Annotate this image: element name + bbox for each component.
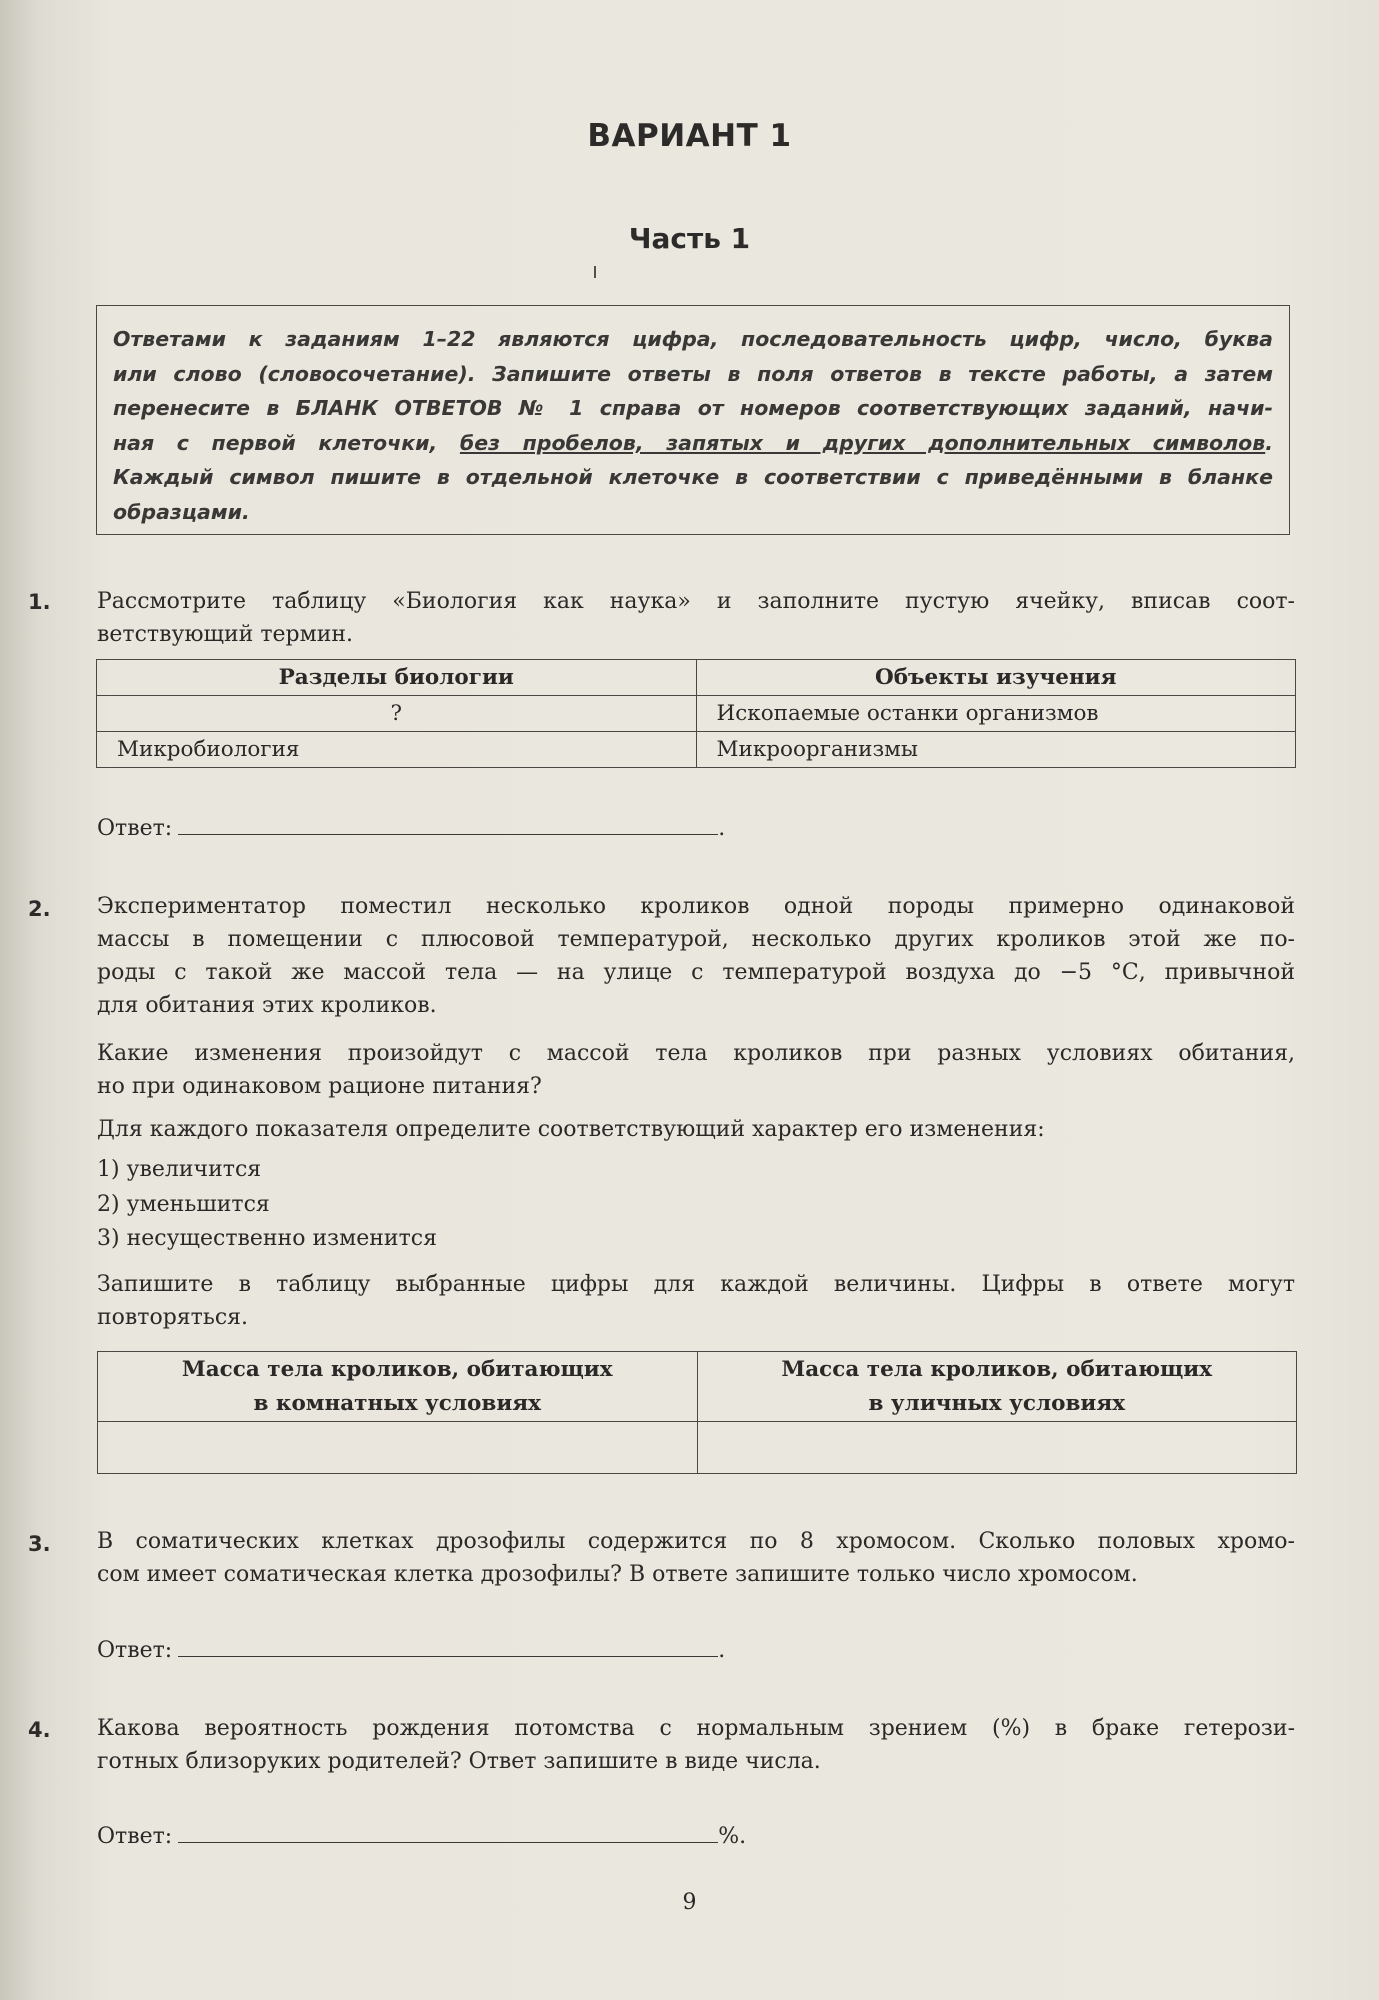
answer-blank[interactable]	[178, 812, 718, 835]
question-4-text	[97, 1712, 1295, 1778]
instructions-line: образцами.	[113, 499, 250, 524]
table-header-row	[98, 1352, 1297, 1422]
question-line: но при одинаковом рационе питания?	[97, 1074, 542, 1099]
table-row	[97, 696, 1296, 732]
question-line: Рассмотрите таблицу «Биология как наука» и заполните пустую ячейку, вписав соот-	[97, 589, 1295, 614]
header-line: Масса тела кроликов, обитающих	[781, 1356, 1213, 1382]
question-line: массы в помещении с плюсовой температурой, несколько других кроликов этой же по-	[97, 927, 1295, 952]
question-line: Какова вероятность рождения потомства с нормальным зрением (%) в браке гетерози-	[97, 1716, 1295, 1741]
instructions-box	[96, 305, 1290, 535]
table-header-cell: Разделы биологии	[97, 660, 697, 696]
table-answer-row	[98, 1422, 1297, 1474]
table-cell: Микроорганизмы	[696, 732, 1296, 768]
instructions-line: или слово (словосочетание). Запишите ответы в поля ответов в тексте работы, а затем	[113, 361, 1273, 386]
answer-end: .	[718, 1638, 726, 1663]
question-2-text-4	[97, 1268, 1295, 1334]
rabbits-answer-table	[97, 1351, 1297, 1474]
question-2-text	[97, 890, 1295, 1022]
question-2-text-3	[97, 1113, 1295, 1146]
table-row	[97, 732, 1296, 768]
instructions-underlined: без пробелов, запятых и других дополнительных символов	[459, 430, 1266, 455]
answer-end: %.	[718, 1824, 747, 1849]
option-3: 3) несущественно изменится	[97, 1226, 437, 1251]
answer-line-1	[97, 812, 725, 841]
table-header-cell	[697, 1352, 1297, 1422]
question-1-number: 1.	[28, 590, 51, 614]
question-line: Запишите в таблицу выбранные цифры для каждой величины. Цифры в ответе могут	[97, 1272, 1295, 1297]
instructions-line: Каждый символ пишите в отдельной клеточке в соответствии с приведёнными в бланке	[113, 465, 1273, 489]
variant-title: ВАРИАНТ 1	[587, 118, 792, 154]
question-line: повторяться.	[97, 1305, 249, 1330]
instructions-text: .	[1265, 430, 1274, 455]
question-line: Экспериментатор поместил несколько кроликов одной породы примерно одинаковой	[97, 894, 1295, 919]
question-line: готных близоруких родителей? Ответ запишите в виде числа.	[97, 1749, 821, 1774]
answer-line-3	[97, 1634, 725, 1663]
table-cell-empty[interactable]: ?	[97, 696, 697, 732]
question-2-text-2	[97, 1037, 1295, 1103]
table-cell: Ископаемые останки организмов	[696, 696, 1296, 732]
answer-blank[interactable]	[178, 1634, 718, 1657]
instructions-line: Ответами к заданиям 1–22 являются цифра, последовательность цифр, число, буква	[113, 327, 1273, 351]
biology-table	[96, 659, 1296, 768]
answer-end: .	[718, 816, 726, 841]
answer-label: Ответ:	[97, 1824, 173, 1849]
answer-cell-room[interactable]	[98, 1422, 698, 1474]
instructions-line-4	[113, 426, 1273, 461]
table-header-cell: Объекты изучения	[696, 660, 1296, 696]
header-line: в комнатных условиях	[253, 1390, 541, 1416]
option-1: 1) увеличится	[97, 1157, 262, 1182]
question-line: роды с такой же массой тела — на улице с температурой воздуха до −5 °С, привычной	[97, 960, 1295, 985]
question-line: Для каждого показателя определите соответствующий характер его изменения:	[97, 1117, 1045, 1142]
answer-label: Ответ:	[97, 1638, 173, 1663]
instructions-text: ная с первой клеточки,	[113, 430, 460, 455]
option-2: 2) уменьшится	[97, 1192, 270, 1217]
question-line: ветствующий термин.	[97, 622, 354, 647]
question-3-text	[97, 1525, 1295, 1591]
question-2-number: 2.	[28, 897, 51, 921]
page-number: 9	[682, 1890, 697, 1915]
part-title: Часть 1	[628, 222, 751, 255]
answer-cell-outdoor[interactable]	[697, 1422, 1297, 1474]
table-cell: Микробиология	[97, 732, 697, 768]
table-header-cell	[98, 1352, 698, 1422]
answer-blank[interactable]	[178, 1820, 718, 1843]
table-header-row	[97, 660, 1296, 696]
header-line: в уличных условиях	[868, 1390, 1126, 1416]
question-line: Какие изменения произойдут с массой тела кроликов при разных условиях обитания,	[97, 1041, 1295, 1066]
print-mark	[594, 266, 596, 278]
question-line: для обитания этих кроликов.	[97, 993, 437, 1018]
question-1-text	[97, 585, 1295, 651]
header-line: Масса тела кроликов, обитающих	[181, 1356, 613, 1382]
instructions-line: перенесите в БЛАНК ОТВЕТОВ № 1 справа от номеров соответствующих заданий, начи-	[113, 396, 1273, 420]
question-3-number: 3.	[28, 1532, 51, 1556]
answer-label: Ответ:	[97, 816, 173, 841]
question-line: сом имеет соматическая клетка дрозофилы? В ответе запишите только число хромосом.	[97, 1562, 1138, 1587]
answer-line-4	[97, 1820, 746, 1849]
question-line: В соматических клетках дрозофилы содержится по 8 хромосом. Сколько половых хромо-	[97, 1529, 1295, 1554]
question-4-number: 4.	[28, 1718, 51, 1742]
